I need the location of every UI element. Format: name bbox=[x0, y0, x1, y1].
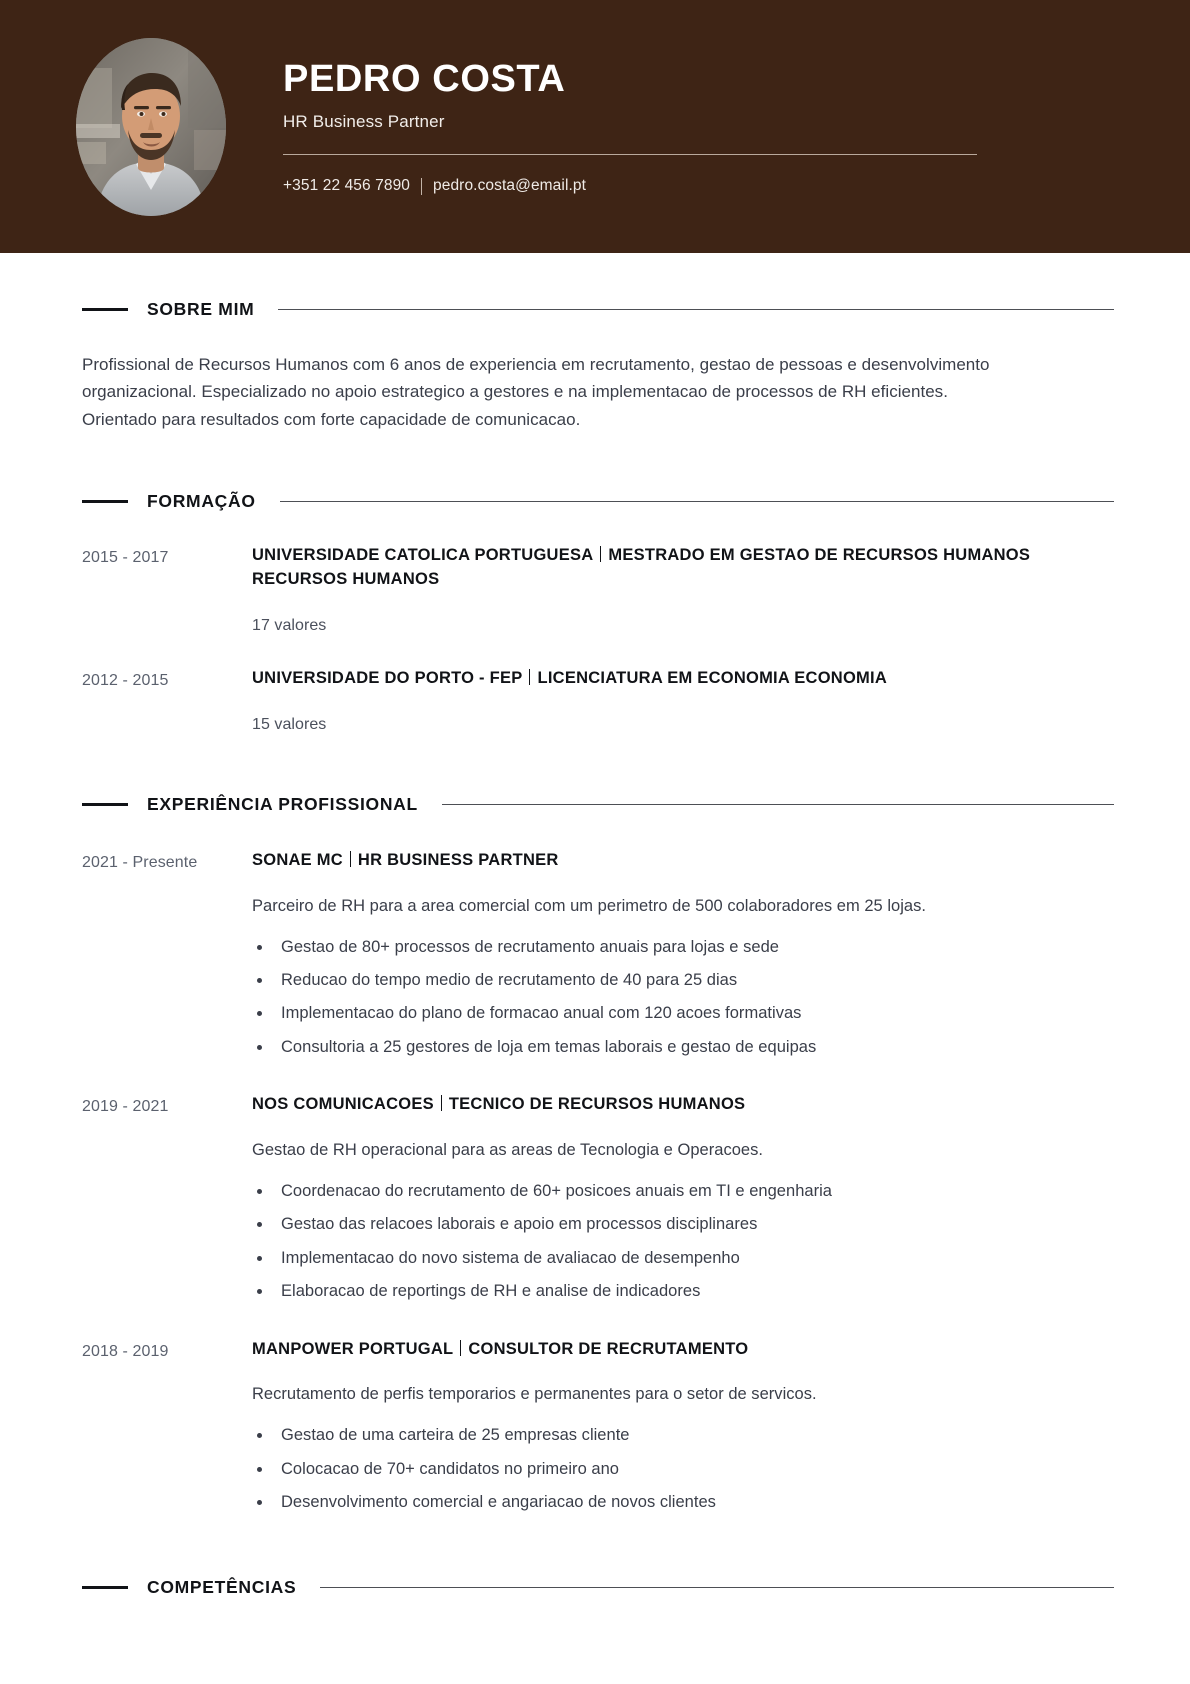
experience-title bbox=[252, 849, 1114, 873]
experience-description: Recrutamento de perfis temporarios e permanentes para o setor de servicos. bbox=[252, 1385, 817, 1404]
title-separator-icon bbox=[350, 851, 351, 867]
education-grade: 17 valores bbox=[252, 616, 327, 634]
experience-position: HR BUSINESS PARTNER bbox=[357, 850, 559, 869]
contact-line bbox=[283, 177, 1132, 195]
title-separator-icon bbox=[441, 1095, 442, 1111]
section-dash-icon bbox=[82, 500, 128, 503]
education-entry bbox=[82, 667, 1114, 734]
section-dash-icon bbox=[82, 308, 128, 311]
page-title: PEDRO COSTA bbox=[283, 58, 566, 101]
experience-title bbox=[252, 1338, 1114, 1362]
education-title bbox=[252, 544, 1114, 592]
experience-period: 2019 - 2021 bbox=[82, 1098, 169, 1116]
portrait-photo-icon bbox=[76, 38, 226, 216]
section-rule bbox=[320, 1587, 1114, 1588]
experience-entry bbox=[82, 1093, 1114, 1303]
contact-separator bbox=[421, 178, 422, 195]
section-dash-icon bbox=[82, 1586, 128, 1589]
education-institution: UNIVERSIDADE CATOLICA PORTUGUESA bbox=[252, 546, 594, 565]
education-degree: MESTRADO EM GESTAO DE RECURSOS HUMANOS RECURSOS HUMANOS bbox=[252, 546, 1031, 588]
list-item: Implementacao do plano de formacao anual com 120 acoes formativas bbox=[252, 1002, 1114, 1025]
experience-company: MANPOWER PORTUGAL bbox=[252, 1339, 454, 1358]
list-item: Gestao de 80+ processos de recrutamento anuais para lojas e sede bbox=[252, 936, 1114, 959]
list-item: Implementacao do novo sistema de avaliacao de desempenho bbox=[252, 1247, 1114, 1270]
experience-entry bbox=[82, 849, 1114, 1059]
job-role-subtitle: HR Business Partner bbox=[283, 111, 445, 131]
experience-company: SONAE MC bbox=[252, 850, 343, 869]
experience-detail bbox=[252, 1093, 1114, 1303]
section-title-experience: EXPERIÊNCIA PROFISSIONAL bbox=[147, 793, 418, 814]
header-divider bbox=[283, 154, 977, 155]
experience-position: CONSULTOR DE RECRUTAMENTO bbox=[468, 1339, 749, 1358]
education-institution: UNIVERSIDADE DO PORTO - FEP bbox=[252, 668, 523, 687]
education-detail bbox=[252, 544, 1114, 635]
avatar bbox=[76, 38, 226, 216]
section-rule bbox=[280, 501, 1114, 502]
about-text: Profissional de Recursos Humanos com 6 anos de experiencia em recrutamento, gestao de pessoas e desenvolvimento organizacional. Especializado no apoio estrategico a gestores e na implementacao de processos de RH eficientes. Orientado para resultados com forte capacidade de comunicacao. bbox=[82, 355, 990, 429]
experience-title bbox=[252, 1093, 1114, 1117]
phone-number[interactable]: +351 22 456 7890 bbox=[283, 176, 411, 194]
list-item: Reducao do tempo medio de recrutamento de 40 para 25 dias bbox=[252, 969, 1114, 992]
education-period: 2015 - 2017 bbox=[82, 549, 169, 567]
section-header-experience bbox=[82, 794, 1114, 815]
title-separator-icon bbox=[529, 669, 530, 685]
experience-bullet-list bbox=[252, 1424, 1114, 1514]
list-item: Gestao de uma carteira de 25 empresas cliente bbox=[252, 1424, 1114, 1447]
section-header-about bbox=[82, 299, 1114, 320]
education-detail bbox=[252, 667, 1114, 734]
experience-company: NOS COMUNICACOES bbox=[252, 1095, 434, 1114]
experience-detail bbox=[252, 1338, 1114, 1515]
section-title-skills: COMPETÊNCIAS bbox=[147, 1576, 297, 1597]
education-title bbox=[252, 667, 1114, 691]
list-item: Coordenacao do recrutamento de 60+ posicoes anuais em TI e engenharia bbox=[252, 1180, 1114, 1203]
list-item: Gestao das relacoes laborais e apoio em processos disciplinares bbox=[252, 1213, 1114, 1236]
section-title-education: FORMAÇÃO bbox=[147, 491, 256, 512]
experience-period: 2021 - Presente bbox=[82, 853, 198, 871]
section-rule bbox=[442, 804, 1114, 805]
title-separator-icon bbox=[460, 1340, 461, 1356]
education-entry bbox=[82, 544, 1114, 635]
experience-position: TECNICO DE RECURSOS HUMANOS bbox=[448, 1095, 746, 1114]
experience-entry bbox=[82, 1338, 1114, 1515]
experience-bullet-list bbox=[252, 1180, 1114, 1304]
education-period: 2012 - 2015 bbox=[82, 671, 169, 689]
experience-description: Parceiro de RH para a area comercial com um perimetro de 500 colaboradores em 25 lojas. bbox=[252, 896, 926, 915]
list-item: Consultoria a 25 gestores de loja em temas laborais e gestao de equipas bbox=[252, 1036, 1114, 1059]
list-item: Colocacao de 70+ candidatos no primeiro ano bbox=[252, 1458, 1114, 1481]
list-item: Elaboracao de reportings de RH e analise de indicadores bbox=[252, 1280, 1114, 1303]
section-title-about: SOBRE MIM bbox=[147, 299, 255, 319]
header-text-block bbox=[283, 58, 1190, 195]
section-rule bbox=[278, 309, 1114, 310]
email-address[interactable]: pedro.costa@email.pt bbox=[433, 176, 587, 194]
education-degree: LICENCIATURA EM ECONOMIA ECONOMIA bbox=[537, 668, 888, 687]
experience-detail bbox=[252, 849, 1114, 1059]
resume-body bbox=[0, 299, 1190, 1598]
title-separator-icon bbox=[600, 546, 601, 562]
experience-description: Gestao de RH operacional para as areas de Tecnologia e Operacoes. bbox=[252, 1141, 763, 1160]
resume-header bbox=[0, 0, 1190, 253]
education-grade: 15 valores bbox=[252, 715, 327, 733]
section-header-skills bbox=[82, 1577, 1114, 1598]
list-item: Desenvolvimento comercial e angariacao de novos clientes bbox=[252, 1491, 1114, 1514]
experience-bullet-list bbox=[252, 936, 1114, 1060]
experience-period: 2018 - 2019 bbox=[82, 1342, 169, 1360]
section-dash-icon bbox=[82, 803, 128, 806]
section-header-education bbox=[82, 491, 1114, 512]
